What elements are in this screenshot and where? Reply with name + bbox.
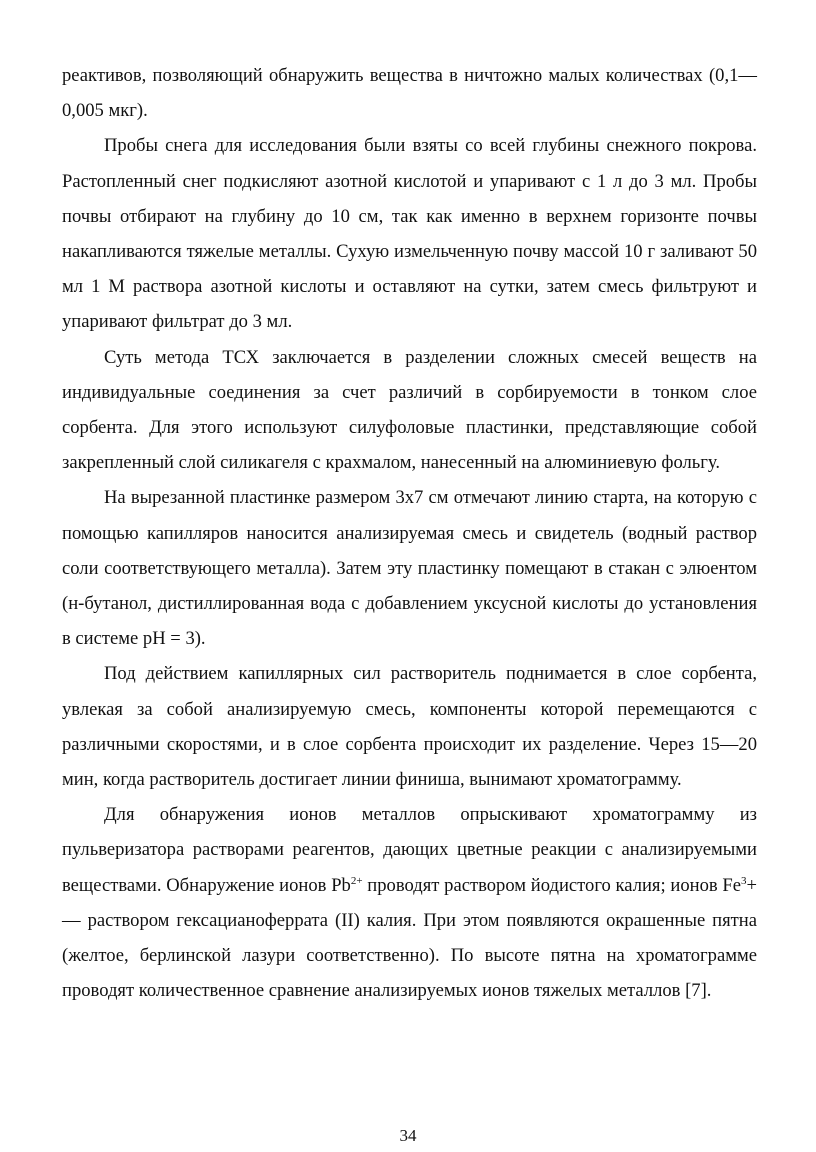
document-page (62, 58, 757, 1008)
paragraph-snow-soil-samples: Пробы снега для исследования были взяты со всей глубины снежного покрова. Растопленный снег подкисляют азотной кислотой и упаривают с 1 л до 3 мл. Пробы почвы отбирают на глубину до 10 см, так как именно в верхнем горизонте почвы накапливаются тяжелые металлы. Сухую измельченную почву массой 10 г заливают 50 мл 1 М раствора азотной кислоты и оставляют на сутки, затем смесь фильтруют и упаривают фильтрат до 3 мл. (62, 135, 757, 333)
iron-ion-charge: 3 (741, 874, 747, 887)
paragraph-ion-detection (62, 797, 757, 1008)
detection-text-part-2: проводят раствором йодистого калия; ионов Fe (362, 874, 741, 896)
paragraph-tlc-method: Суть метода ТСХ заключается в разделении сложных смесей веществ на индивидуальные соединения за счет различий в сорбируемости в тонком слое сорбента. Для этого используют силуфоловые пластинки, представляющие собой закрепленный слой силикагеля с крахмалом, нанесенный на алюминиевую фольгу. (62, 346, 757, 474)
paragraph-plate-preparation: На вырезанной пластинке размером 3х7 см отмечают линию старта, на которую с помощью капилляров наносится анализируемая смесь и свидетель (водный раствор соли соответствующего металла). Затем эту пластинку помещают в стакан с элюентом (н-бутанол, дистиллированная вода с добавлением уксусной кислоты до установления в системе рН = 3). (62, 487, 757, 650)
detection-text-part-1: Для обнаружения ионов металлов опрыскивают хроматограмму из пульверизатора растворами реагентов, дающих цветные реакции с анализируемыми веществами. Обнаружение ионов Pb (62, 804, 757, 896)
detection-text-part-3: + — раствором гексацианоферрата (II) калия. При этом появляются окрашенные пятна (желтое, берлинской лазури соответственно). По высоте пятна на хроматограмме проводят количественное сравнение анализируемых ионов тяжелых металлов [7]. (62, 874, 757, 1002)
paragraph-separation: Под действием капиллярных сил растворитель поднимается в слое сорбента, увлекая за собой анализируемую смесь, компоненты которой перемещаются с различными скоростями, и в слое сорбента происходит их разделение. Через 15—20 мин, когда растворитель достигает линии финиша, вынимают хроматограмму. (62, 663, 757, 791)
page-number: 34 (399, 1126, 417, 1145)
lead-ion-charge: 2+ (350, 874, 363, 887)
paragraph-continuation: реактивов, позволяющий обнаружить вещества в ничтожно малых количествах (0,1—0,005 мкг). (62, 65, 757, 122)
